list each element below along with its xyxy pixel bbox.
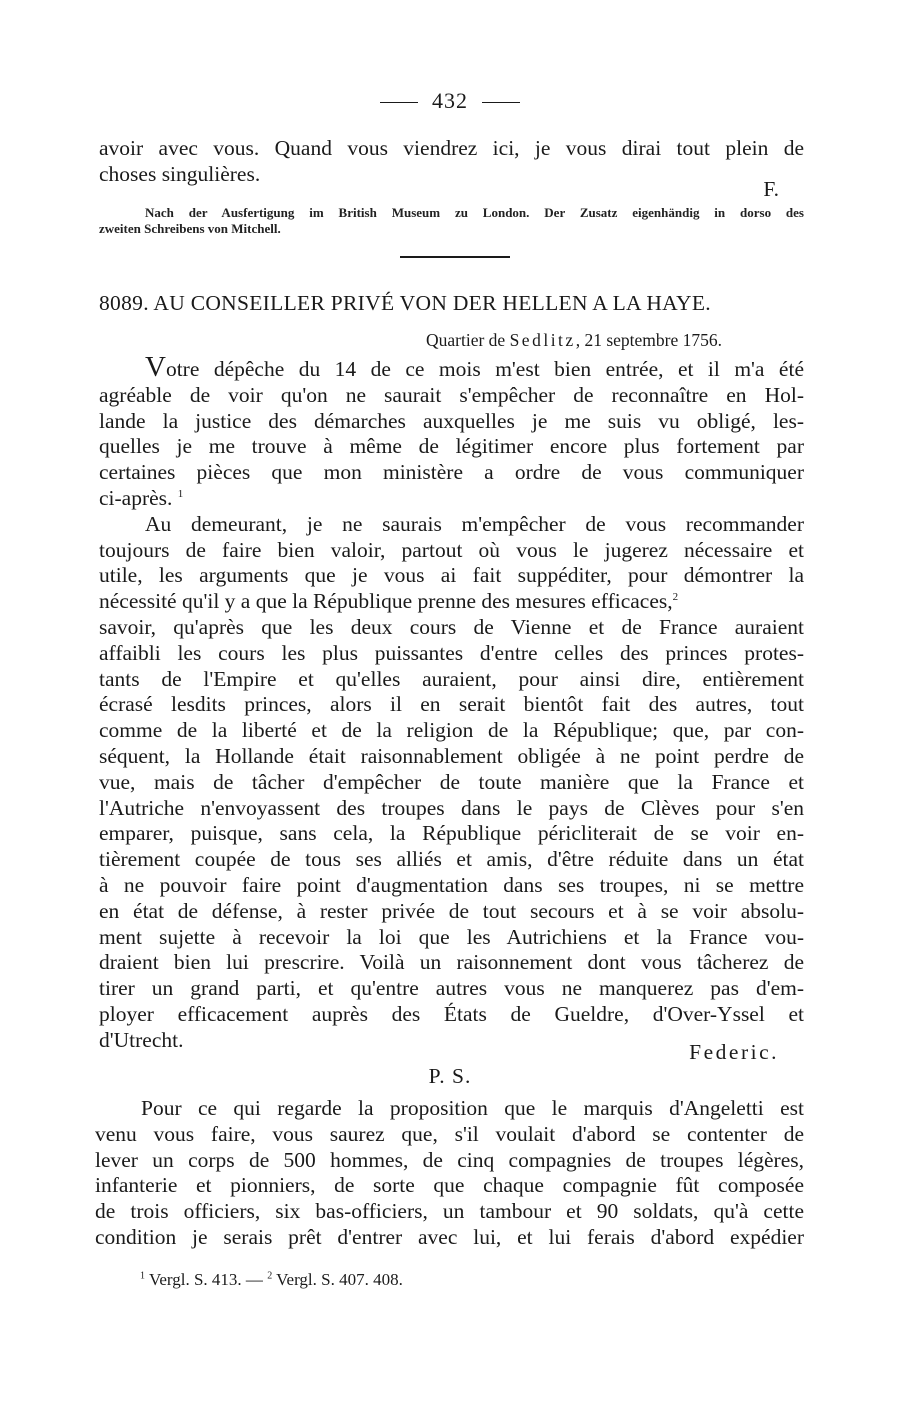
text-line: certaines pièces que mon ministère a ordre de vous communiquer [99,460,804,485]
text-line: tirer un grand parti, et qu'entre autres vous ne manquerez pas d'em- [99,976,804,1001]
text-line: condition je serais prêt d'entrer avec lui, et lui ferais d'abord expédier [95,1224,804,1249]
footnote-marker: 2 [672,591,679,604]
text-line: infanterie et pionniers, de sorte que chaque compagnie fût composée [95,1173,804,1198]
text-line: tants de l'Empire et qu'elles auraient, pour ainsi dire, entièrement [99,666,804,691]
text-line: utile, les arguments que je vous ai fait suppéditer, pour démontrer la [99,563,804,588]
text-line: Au demeurant, je ne saurais m'empêcher de vous recommander [145,511,804,536]
text-line: séquent, la Hollande était raisonnablement obligée à ne point perdre de [99,743,804,768]
footnote-marker: 2 [267,1270,273,1282]
letter-heading: AU CONSEILLER PRIVÉ VON DER HELLEN A LA HAYE. [153,291,711,315]
text-line: agréable de voir qu'on ne saurait s'empêcher de reconnaître en Hol- [99,382,804,407]
text-line: quelles je me trouve à même de légitimer encore plus fortement par [99,434,804,459]
letter-number: 8089. [99,291,149,315]
letter-body [99,351,804,1054]
text-line: lever un corps de 500 hommes, de cinq compagnies de troupes légères, [95,1147,804,1172]
section-divider [400,256,510,258]
letter-title [99,291,824,316]
dateline-date: , 21 septembre 1756. [575,330,722,350]
editorial-note [99,205,804,237]
postscript-heading: P. S. [428,1064,472,1088]
note-line: zweiten Schreibens von Mitchell. [99,221,281,236]
text-line: toujours de faire bien valoir, partout où vous le jugerez nécessaire et [99,537,804,562]
text-line: venu vous faire, vous saurez que, s'il voulait d'abord se contenter de [95,1121,804,1146]
text-line: en état de défense, à rester privée de tout secours et à se voir absolu- [99,898,804,923]
text-line: choses singulières. [99,161,261,186]
text-line: tièrement coupée de tous ses alliés et amis, d'être réduite dans un état [99,847,804,872]
text-line: comme de la liberté et de la religion de la République; que, par con- [99,718,804,743]
text-line: avoir avec vous. Quand vous viendrez ici, je vous dirai tout plein de [99,136,804,160]
letter-signature: Federic. [689,1040,779,1064]
text-line: lande la justice des démarches auxquelles je me suis vu obligé, les- [99,408,804,433]
text-line: à ne pouvoir faire point d'augmentation dans ses troupes, ni se mettre [99,872,804,897]
text-line: ci-après. $^1$ [99,485,184,510]
text-line: savoir, qu'après que les deux cours de Vienne et de France auraient [99,614,804,639]
page-number: 432 [432,88,468,113]
letter-dateline [426,330,722,351]
footnote-marker: 1 [140,1270,145,1282]
text-line: vue, mais de tâcher d'empêcher de toute manière que la France et [99,769,804,794]
text-line: Votre dépêche du 14 de ce mois m'est bien entrée, et il m'a été [145,351,804,383]
header-dash-right [482,102,520,103]
dateline-place: Sedlitz [509,330,576,350]
text-line: affaibli les cours les plus puissantes d'entre celles des princes protes- [99,640,804,665]
text-line: de trois officiers, six bas-officiers, un tambour et 90 soldats, qu'à cette [95,1199,804,1224]
footnote-text: Vergl. S. 413. — [148,1270,263,1289]
text-line: ployer efficacement auprès des États de Gueldre, d'Over-Yssel et [99,1001,804,1026]
text-line: draient bien lui prescrire. Voilà un raisonnement dont vous tâcherez de [99,950,804,975]
previous-letter-signature: F. [763,177,779,201]
footnotes [140,1270,403,1290]
text-line: d'Utrecht. [99,1027,184,1052]
footnote-marker: 1 [177,487,184,500]
footnote-text: Vergl. S. 407. 408. [276,1270,403,1289]
text-line: ment sujette à recevoir la loi que les Autrichiens et la France vou- [99,924,804,949]
note-line: Nach der Ausfertigung im British Museum zu London. Der Zusatz eigenhändig in dorso des [145,205,804,220]
drop-capital: V [145,351,166,383]
text-line: l'Autriche n'envoyassent des troupes dans le pays de Clèves pour s'en [99,795,804,820]
text-line: écrasé lesdits princes, alors il en serait bientôt fait des autres, tout [99,692,804,717]
postscript-body [95,1096,804,1251]
page-header [0,88,900,114]
text-line: Pour ce qui regarde la proposition que le marquis d'Angeletti est [141,1096,804,1120]
dateline-prefix: Quartier de [426,330,506,350]
header-dash-left [380,102,418,103]
text-line: emparer, puisque, sans cela, la République péricliterait de se voir en- [99,821,804,846]
text-line: nécessité qu'il y a que la République prenne des mesures efficaces,$^2$ [99,589,679,614]
